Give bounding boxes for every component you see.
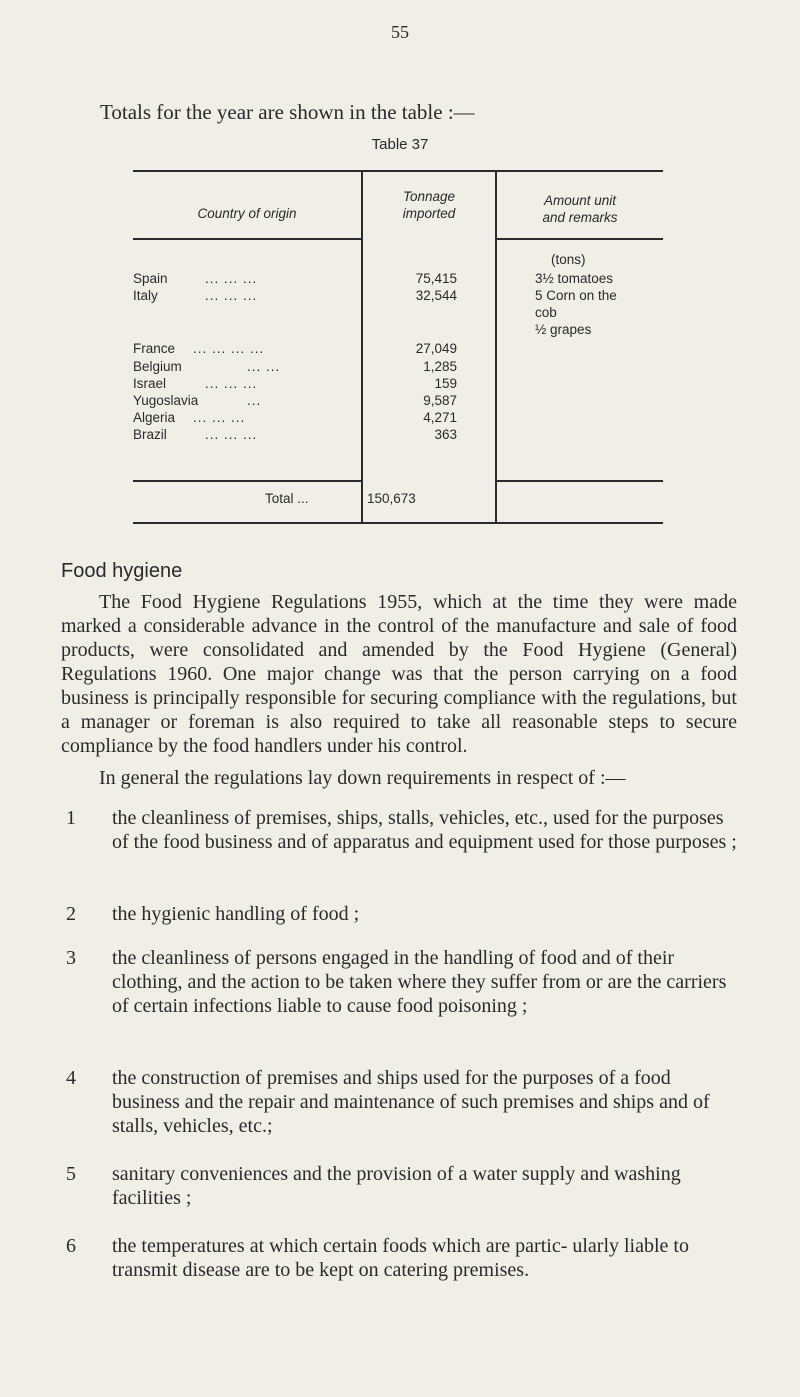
import-table xyxy=(97,160,663,530)
list-item xyxy=(66,1162,738,1210)
header-rule-left xyxy=(133,238,363,240)
list-item-text: the cleanliness of persons engaged in the handling of food and of their clothing, and the action to be taken where they suffer from or are the carriers of certain infections liable to cause food poisoning ; xyxy=(112,947,727,1017)
row-remark: 3½ tomatoes xyxy=(535,271,614,286)
list-item-text: the cleanliness of premises, ships, stalls, vehicles, etc., used for the purposes of the food business and of apparatus and equipment used for those purposes ; xyxy=(112,807,737,853)
header-amount-line1: Amount unit xyxy=(543,193,617,208)
total-label: Total ... xyxy=(265,491,309,506)
list-item-number: 6 xyxy=(66,1235,76,1257)
list-item xyxy=(66,946,738,1018)
header-country: Country of origin xyxy=(197,206,297,221)
header-amount-line2: and remarks xyxy=(542,210,618,225)
row-leader-dots: ... xyxy=(247,393,262,408)
total-value: 150,673 xyxy=(367,491,416,506)
row-leader-dots: ... ... ... xyxy=(193,410,246,425)
row-country: Italy xyxy=(133,288,158,303)
header-tonnage xyxy=(363,188,495,222)
row-tonnage: 159 xyxy=(434,376,457,391)
row-tonnage: 9,587 xyxy=(423,393,457,408)
row-tonnage: 4,271 xyxy=(423,410,457,425)
row-leader-dots: ... ... ... xyxy=(205,376,258,391)
row-tonnage: 27,049 xyxy=(415,341,457,356)
row-country: France xyxy=(133,341,176,356)
total-rule-right xyxy=(497,480,663,482)
row-remark: 5 Corn on the xyxy=(535,288,617,303)
row-leader-dots: ... ... ... xyxy=(205,271,258,286)
total-rule-left xyxy=(133,480,363,482)
section-heading: Food hygiene xyxy=(61,560,183,582)
list-item xyxy=(66,902,738,926)
row-country: Israel xyxy=(133,376,167,391)
row-tonnage: 32,544 xyxy=(415,288,457,303)
row-leader-dots: ... ... xyxy=(247,359,281,374)
row-country: Algeria xyxy=(133,410,176,425)
table-top-rule xyxy=(133,170,663,172)
list-item-number: 4 xyxy=(66,1067,76,1089)
row-leader-dots: ... ... ... xyxy=(205,288,258,303)
table-caption: Table 37 xyxy=(371,136,429,153)
list-item-text: the construction of premises and ships used for the purposes of a food business and the repair and maintenance of such premises and ships and of stalls, vehicles, etc.; xyxy=(112,1067,710,1137)
row-country: Yugoslavia xyxy=(133,393,199,408)
page-number: 55 xyxy=(391,22,409,42)
paragraph-requirements-intro: In general the regulations lay down requirements in respect of :— xyxy=(99,767,626,789)
row-leader-dots: ... ... ... ... xyxy=(193,341,265,356)
row-country: Spain xyxy=(133,271,168,286)
row-remark: cob xyxy=(535,305,557,320)
list-item xyxy=(66,1234,738,1282)
list-item-text: the hygienic handling of food ; xyxy=(112,903,360,925)
list-item-number: 2 xyxy=(66,903,76,925)
row-tonnage: 363 xyxy=(434,427,457,442)
list-item xyxy=(66,806,738,854)
list-item-text: sanitary conveniences and the provision of a water supply and washing facilities ; xyxy=(112,1163,681,1209)
row-country: Belgium xyxy=(133,359,182,374)
row-tonnage: 1,285 xyxy=(423,359,457,374)
header-tonnage-line2: imported xyxy=(402,206,456,221)
list-item-number: 5 xyxy=(66,1163,76,1185)
header-tonnage-line1: Tonnage xyxy=(402,189,456,204)
list-item xyxy=(66,1066,738,1138)
column-divider-1 xyxy=(361,172,363,522)
list-item-number: 1 xyxy=(66,807,76,829)
list-item-number: 3 xyxy=(66,947,76,969)
row-country: Brazil xyxy=(133,427,167,442)
unit-note: (tons) xyxy=(551,252,586,267)
header-amount xyxy=(497,192,663,226)
list-item-text: the temperatures at which certain foods which are partic- ularly liable to transmit disease are to be kept on catering premises. xyxy=(112,1235,689,1281)
row-remark: ½ grapes xyxy=(535,322,592,337)
row-tonnage: 75,415 xyxy=(415,271,457,286)
paragraph-regulations-1955: The Food Hygiene Regulations 1955, which at the time they were made marked a considerable advance in the control of the manufacture and sale of food products, were consolidated and amended by the Food Hygiene (General) Regulations 1960. One major change was that the person carrying on a food business is principally responsible for securing compliance with the regulations, but a manager or foreman is also required to take all reasonable steps to secure compliance by the food handlers under his control. xyxy=(61,591,737,757)
row-leader-dots: ... ... ... xyxy=(205,427,258,442)
header-rule-right xyxy=(497,238,663,240)
table-bottom-rule xyxy=(133,522,663,524)
intro-text: Totals for the year are shown in the table :— xyxy=(100,100,475,124)
